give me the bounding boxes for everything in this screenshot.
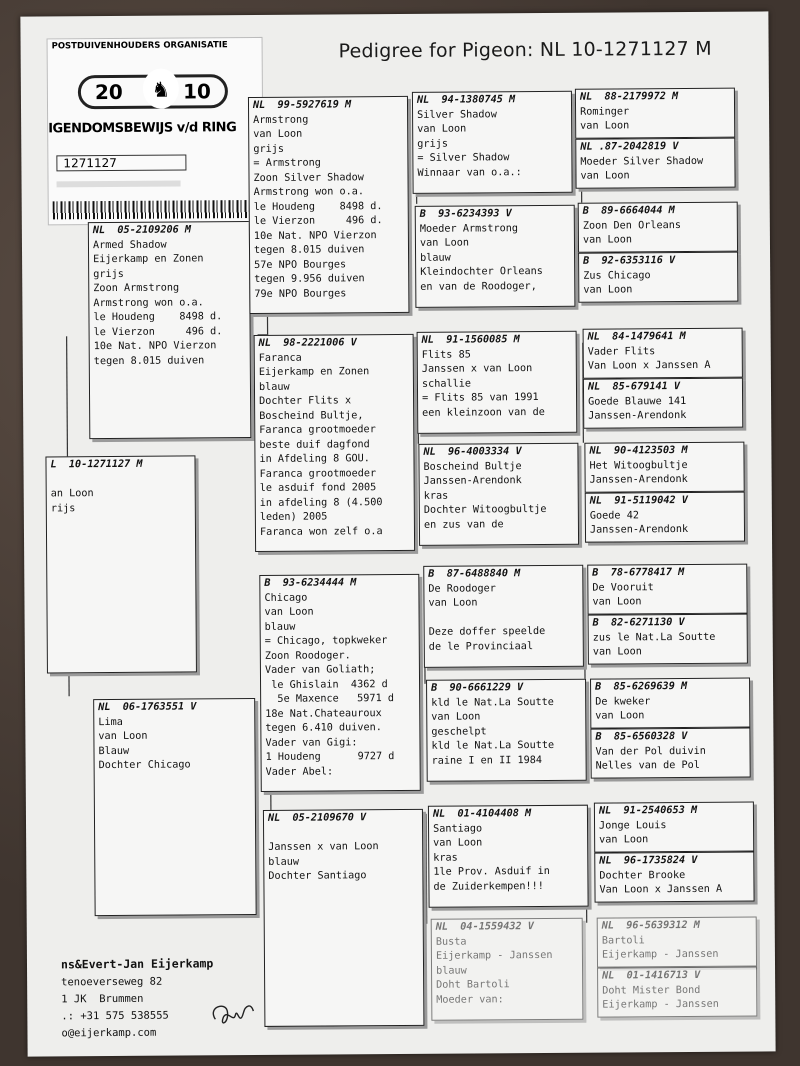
pigeon-info-line: Vader Flits [587, 345, 656, 358]
pigeon-info-line: tegen 6.410 duiven. [265, 722, 382, 734]
pigeon-info-line: van Loon [417, 123, 467, 135]
address-email[interactable]: o@eijerkamp.com [61, 1026, 157, 1040]
pigeon-info-line: Zoon Armstrong [93, 282, 180, 295]
pigeon-ring-header: NL 96-1735824 V [599, 854, 698, 867]
great-grandparent-box [412, 91, 573, 194]
pigeon-ring-header: B 87-6488840 M [428, 568, 521, 580]
pigeon-info-line: Dochter Brooke [599, 869, 686, 882]
pigeon-info-line: kras [433, 852, 458, 864]
pigeon-info-line: Flits 85 [421, 348, 471, 361]
pigeon-info-line: Boscheind Bultje, [259, 409, 364, 422]
grandsire-maternal-box [259, 574, 421, 792]
pigeon-info-line: = Flits 85 van 1991 [422, 392, 539, 404]
pigeon-info-line: van Loon [428, 597, 478, 609]
pigeon-info-line: Goede Blauwe 141 [588, 395, 687, 408]
pigeon-info-line: Faranca grootmoeder [259, 467, 377, 480]
pigeon-info-line: kld le Nat.La Soutte [431, 696, 554, 709]
pigeon-ring-header: NL 91-2540653 M [598, 804, 698, 817]
great-great-grandsire-box [594, 802, 754, 853]
pigeon-info-line: Zoon Den Orleans [582, 219, 682, 232]
great-great-granddam-box [575, 138, 735, 189]
pigeon-info-line: van Loon [580, 170, 630, 182]
pigeon-info-line: Eijerkamp en Zonen [258, 366, 370, 378]
pigeon-info-line: Kleindochter Orleans [420, 265, 543, 278]
pigeon-info-line: blauw [264, 621, 296, 633]
pigeon-ring-header: NL 04-1559432 V [435, 921, 534, 933]
pigeon-ring-header: B 93-6234444 M [264, 577, 357, 589]
pigeon-info-line: van Loon [599, 834, 649, 846]
pigeon-info-line: Janssen x van Loon [421, 363, 533, 375]
pigeon-ring-header: B 85-6560328 V [595, 730, 688, 743]
address-city: 1 JK Brummen [61, 992, 144, 1006]
pigeon-info-line: le Vierzon 496 d. [93, 325, 223, 338]
pigeon-info-line: en zus van de [423, 518, 504, 531]
pigeon-info-line: Janssen-Arendonk [423, 475, 522, 487]
pigeon-info-line: Armstrong [253, 114, 309, 126]
great-great-granddam-box [594, 852, 754, 903]
great-great-grandsire-box [583, 328, 743, 379]
pigeon-info-line: Doht Bartoli [436, 979, 510, 991]
pigeon-ring-header: NL 91-5119042 V [589, 494, 688, 507]
address-street: tenoeverseweg 82 [61, 975, 163, 989]
pigeon-info-line: raine I en II 1984 [431, 754, 543, 767]
pigeon-info-line: Jonge Louis [599, 819, 667, 832]
pigeon-info-line: Nelles van de Pol [595, 759, 700, 772]
pigeon-info-line: Moeder Silver Shadow [580, 155, 704, 168]
pigeon-info-line: in Afdeling 8 GOU. [259, 453, 370, 465]
pigeon-ring-header: L 10-1271127 M [50, 458, 143, 471]
pigeon-info-line: Moeder van: [436, 993, 504, 1006]
pigeon-info-line: = Armstrong [253, 157, 321, 170]
pigeon-info-line: De kweker [595, 695, 651, 708]
pigeon-ring-header: NL 05-2109206 M [92, 224, 192, 237]
great-great-grandsire-box [590, 678, 750, 729]
pigeon-ring-header: NL 01-1416713 V [602, 969, 701, 982]
pigeon-info-line: Eijerkamp - Janssen [601, 948, 719, 961]
pigeon-ring-header: NL 90-4123503 M [589, 444, 688, 457]
pigeon-info-line: van Loon [592, 646, 642, 658]
pigeon-info-line: 1le Prov. Asduif in [433, 865, 550, 878]
pigeon-info-line: van Loon [98, 730, 148, 743]
pedigree-sheet [20, 11, 775, 1056]
pigeon-info-line: tegen 9.956 duiven [254, 273, 365, 285]
pigeon-info-line [264, 825, 422, 841]
pigeon-ring-header: NL 05-2109670 V [267, 812, 367, 824]
pigeon-ring-header: NL 91-1560085 M [421, 334, 520, 346]
pigeon-info-line: rijs [50, 502, 76, 514]
pigeon-info-line: Janssen-Arendonk [588, 409, 687, 422]
pigeon-info-line: Van Loon x Janssen A [587, 359, 711, 372]
pigeon-ring-header: NL 96-5639312 M [601, 919, 700, 932]
pigeon-info-line: Lima [98, 716, 123, 728]
pigeon-info-line: Armstrong won o.a. [253, 186, 365, 198]
pigeon-info-line: 18e Nat.Chateauroux [265, 707, 382, 720]
pigeon-info-line: Vader Abel: [265, 765, 334, 778]
ring-number: 1271127 [56, 154, 186, 171]
pigeon-info-line: Santiago [433, 822, 483, 835]
pigeon-info-line: Chicago [264, 592, 308, 604]
pigeon-info-line: Janssen x van Loon [268, 841, 379, 853]
pigeon-info-line: le asduif fond 2005 [259, 482, 377, 494]
pigeon-info-line: Boscheind Bultje [423, 460, 522, 473]
pigeon-info-line: le Vierzon 496 d. [253, 215, 383, 227]
pigeon-info-line: Winnaar van o.a.: [417, 166, 522, 179]
great-great-granddam-box [583, 378, 743, 429]
pigeon-info-line: van Loon [583, 284, 633, 296]
pigeon-ring-header: B 90-6661229 V [431, 682, 524, 694]
pigeon-ring-header: NL 98-2221006 V [258, 337, 357, 349]
pigeon-ring-header: NL 85-679141 V [587, 381, 681, 393]
great-grandparent-box [426, 679, 587, 782]
pigeon-info-line: Het Witoogbultje [589, 459, 688, 472]
pigeon-info-line: Vader van Gigi: [265, 736, 358, 749]
pigeon-info-line: Eijerkamp - Janssen [435, 949, 553, 962]
great-great-granddam-box [585, 492, 745, 543]
pigeon-info-line: Busta [435, 936, 467, 948]
pigeon-info-line: Dochter Witoogbultje [423, 503, 547, 516]
pigeon-info-line: Moeder Armstrong [419, 222, 519, 235]
pigeon-info-line: van Loon [595, 710, 645, 722]
pigeon-info-line: blauw [258, 381, 290, 393]
pigeon-info-line [425, 610, 583, 626]
great-great-grandsire-box [575, 88, 735, 139]
pigeon-info-line: schallie [421, 377, 472, 390]
pigeon-info-line: le Houdeng 8498 d. [93, 311, 223, 324]
great-grandparent-box [423, 565, 584, 668]
pigeon-info-line: Zus Chicago [583, 269, 651, 282]
pigeon-info-line: 79e NPO Bourges [254, 287, 347, 300]
pigeon-ring-header: NL 96-4003334 V [423, 446, 522, 458]
pigeon-info-line: grijs [417, 138, 448, 150]
pigeon-info-line: Bartoli [601, 934, 645, 947]
pigeon-info-line: van Loon [580, 120, 630, 132]
granddam-paternal-box [254, 334, 416, 552]
pigeon-info-line: een kleinzoon van de [422, 406, 545, 419]
pigeon-info-line: Zoon Roodoger. [264, 649, 351, 662]
pigeon-info-line: 57e NPO Bourges [254, 258, 347, 271]
great-great-grandsire-box [587, 564, 747, 615]
pigeon-info-line: beste duif dagfond [259, 438, 370, 451]
pigeon-info-line: leden) 2005 [259, 511, 328, 523]
pigeon-info-line: van Loon [253, 128, 303, 141]
great-great-grandsire-box [578, 202, 738, 253]
pigeon-info-line: Armed Shadow [92, 239, 167, 251]
pigeon-info-line: van Loon [592, 596, 642, 608]
great-great-granddam-box [588, 614, 748, 665]
pigeon-info-line: = Silver Shadow [417, 152, 510, 164]
pigeon-info-line: de le Provinciaal [428, 640, 534, 653]
pigeon-info-line: van Loon [419, 237, 470, 249]
great-grandparent-box [417, 331, 578, 434]
pigeon-info-line: grijs [93, 268, 124, 280]
pigeon-info-line: van Loon [264, 606, 314, 618]
pigeon-info-line: Silver Shadow [417, 108, 497, 121]
lion-emblem-icon: ♞ [143, 69, 179, 109]
pigeon-info-line: Deze doffer speelde [428, 625, 546, 638]
great-great-granddam-box [597, 967, 757, 1018]
pigeon-info-line: van Loon [582, 234, 633, 246]
pigeon-info-line: Rominger [580, 105, 630, 118]
pigeon-info-line: en van de Roodoger, [420, 280, 537, 293]
pigeon-ring-header: NL 94-1380745 M [416, 94, 516, 106]
pigeon-info-line: Janssen-Arendonk [589, 473, 688, 486]
great-grandparent-box [418, 443, 579, 546]
pigeon-info-line: an Loon [50, 488, 94, 500]
pigeon-info-line: Armstrong won o.a. [93, 296, 204, 309]
pigeon-info-line [47, 472, 195, 488]
pigeon-info-line: le Houdeng 8498 d. [253, 200, 383, 213]
great-great-grandsire-box [597, 917, 757, 968]
org-name: POSTDUIVENHOUDERS ORGANISATIE [51, 40, 228, 52]
great-grandparent-box [431, 918, 584, 1021]
pigeon-ring-header: B 82-6271130 V [592, 617, 685, 629]
pigeon-info-line: blauw [436, 965, 467, 977]
pigeon-info-line: Goede 42 [589, 509, 639, 522]
pigeon-info-line: kras [423, 490, 449, 502]
pigeon-info-line: zus le Nat.La Soutte [592, 631, 716, 644]
great-grandparent-box [428, 805, 589, 908]
pigeon-info-line: Van der Pol duivin [595, 745, 706, 758]
pigeon-info-line: blauw [420, 252, 451, 264]
signature-icon [205, 997, 265, 1037]
pigeon-info-line: kld le Nat.La Soutte [431, 739, 555, 752]
page-title: Pedigree for Pigeon: NL 10-1271127 M [338, 37, 712, 63]
year-badge: 20 10 [78, 74, 228, 109]
sire-box [88, 221, 252, 439]
pigeon-info-line: Doht Mister Bond [602, 984, 701, 997]
pigeon-info-line: Zoon Silver Shadow [253, 171, 364, 184]
pigeon-info-line: Dochter Santiago [268, 870, 367, 882]
great-great-grandsire-box [584, 442, 744, 493]
pigeon-info-line: van Loon [433, 837, 483, 849]
pigeon-ring-header: B 93-6234393 V [419, 208, 512, 220]
pigeon-ring-header: NL 99-5927619 M [252, 99, 352, 112]
pigeon-ring-header: NL 06-1763551 V [98, 701, 197, 714]
pigeon-info-line: tegen 8.015 duiven [253, 244, 365, 256]
pigeon-ring-header: NL 01-4104408 M [432, 808, 532, 820]
pigeon-info-line: De Roodoger [428, 582, 496, 595]
pigeon-info-line: 10e Nat. NPO Vierzon [93, 340, 217, 353]
granddam-maternal-box [263, 809, 425, 1027]
pigeon-info-line: Blauw [98, 745, 130, 757]
pigeon-info-line: blauw [268, 856, 299, 868]
pigeon-info-line: Vader van Goliath; [264, 664, 376, 676]
pigeon-info-line: geschelpt [431, 725, 487, 738]
pigeon-ring-header: B 89-6664044 M [582, 205, 675, 217]
pigeon-info-line: Faranca [258, 352, 302, 364]
pigeon-info-line: Van Loon x Janssen A [599, 883, 723, 896]
pigeon-info-line: Eijerkamp en Zonen [93, 253, 204, 266]
address-phone: .: +31 575 538555 [61, 1009, 169, 1023]
pigeon-info-line: de Zuiderkempen!!! [433, 880, 544, 893]
pigeon-info-line: Eijerkamp - Janssen [602, 998, 719, 1011]
pigeon-info-line: 1 Houdeng 9727 d [265, 751, 395, 763]
pigeon-ring-header: B 78-6778417 M [592, 567, 685, 579]
great-great-granddam-box [590, 728, 750, 779]
pigeon-info-line: Dochter Flits x [259, 395, 352, 407]
pigeon-info-line: = Chicago, topkweker [264, 635, 388, 647]
breeder-name: ns&Evert-Jan Eijerkamp [60, 956, 214, 972]
pigeon-info-line: Faranca won zelf o.a [259, 525, 383, 538]
pigeon-ring-header: B 92-6353116 V [583, 255, 676, 267]
pigeon-info-line: 5e Maxence 5971 d [265, 693, 394, 705]
pigeon-info-line: in afdeling 8 (4.500 [259, 496, 383, 509]
subject-pigeon-box [45, 455, 197, 673]
great-grandparent-box [415, 205, 576, 308]
pigeon-ring-header: B 85-6269639 M [595, 680, 688, 693]
pigeon-info-line: De Vooruit [592, 581, 654, 594]
pigeon-info-line: Faranca grootmoeder [259, 424, 376, 436]
pigeon-info-line: Janssen-Arendonk [589, 523, 689, 536]
pigeon-ring-header: NL 88-2179972 M [579, 91, 679, 103]
pigeon-info-line: 10e Nat. NPO Vierzon [253, 229, 377, 242]
great-great-granddam-box [578, 252, 738, 303]
pigeon-info-line: le Ghislain 4362 d [265, 678, 388, 691]
pigeon-info-line: grijs [253, 143, 285, 155]
pigeon-info-line: tegen 8.015 duiven [93, 354, 205, 367]
ownership-label: IGENDOMSBEWIJS v/d RING [48, 120, 237, 137]
pigeon-info-line: van Loon [431, 711, 481, 723]
pigeon-ring-header: NL 84-1479641 M [587, 330, 686, 343]
pigeon-info-line: Dochter Chicago [98, 759, 191, 772]
pigeon-ring-header: NL .87-2042819 V [580, 141, 679, 153]
breeder-address [61, 955, 214, 1042]
dam-box [93, 698, 257, 916]
grandsire-paternal-box [248, 96, 410, 314]
